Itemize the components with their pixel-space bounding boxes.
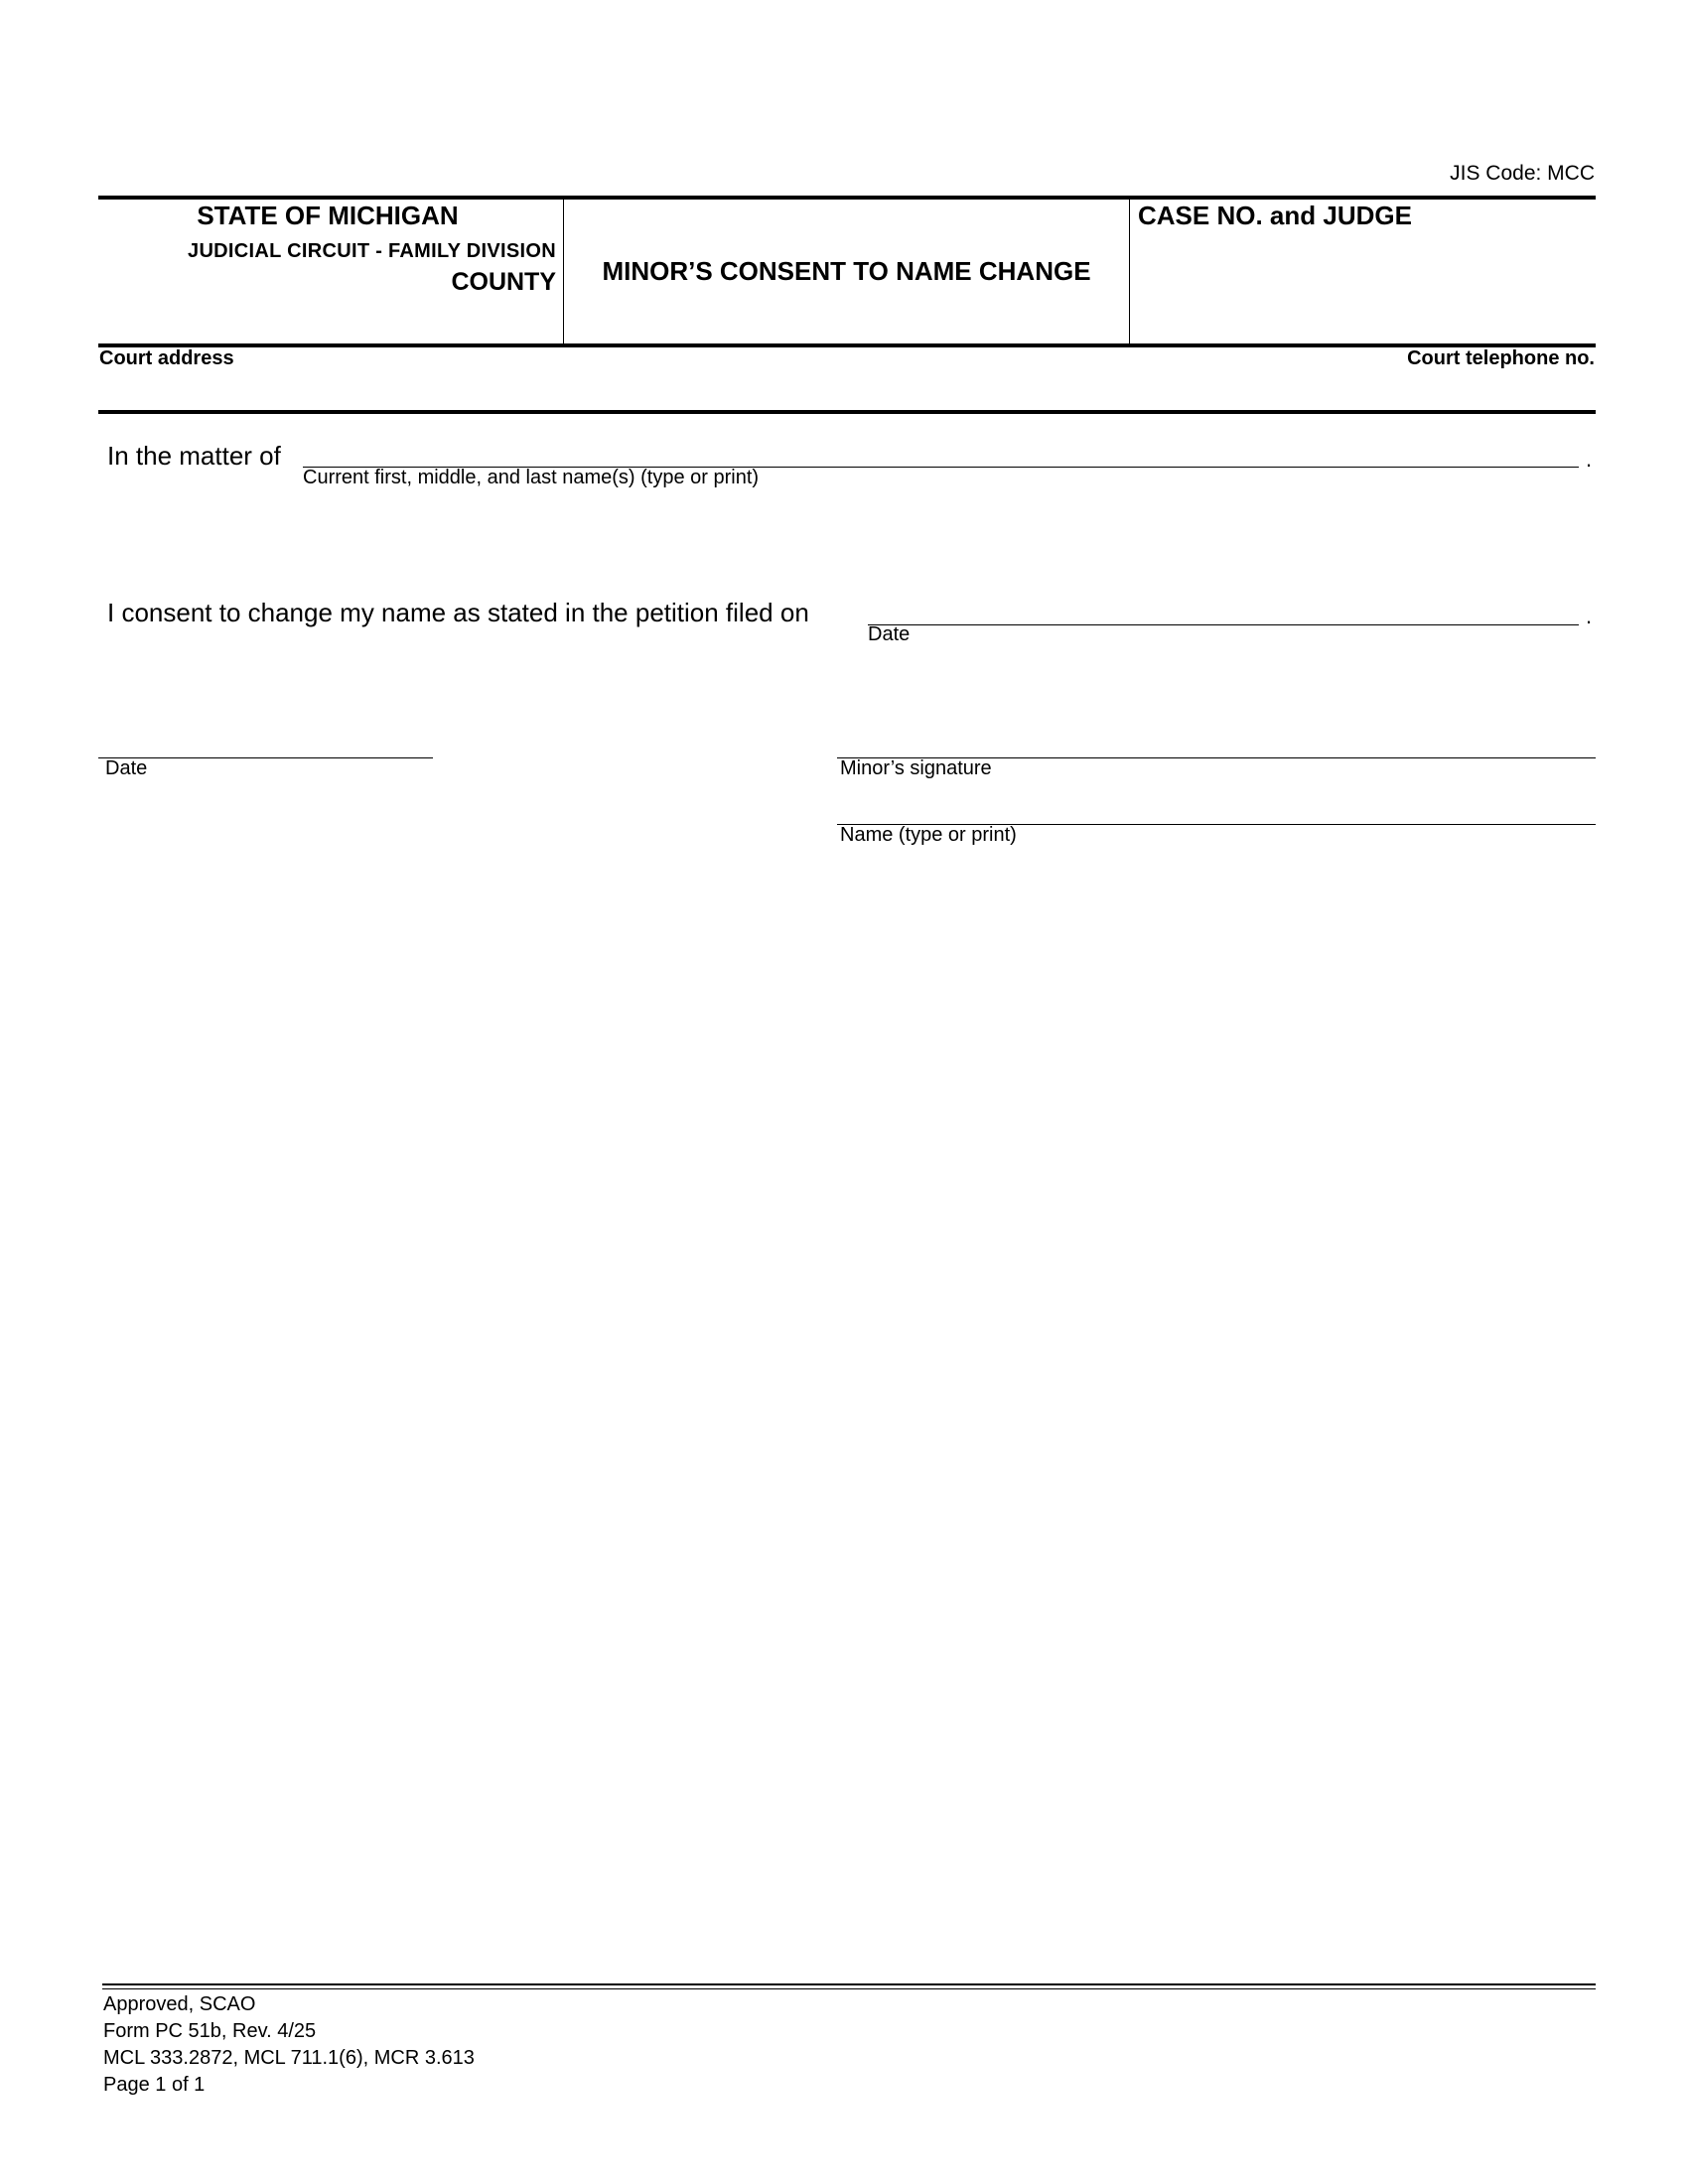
circuit-label: JUDICIAL CIRCUIT - FAMILY DIVISION xyxy=(188,240,556,262)
petition-date-field[interactable] xyxy=(868,624,1579,625)
form-title: MINOR’S CONSENT TO NAME CHANGE xyxy=(602,256,1091,286)
consent-period: . xyxy=(1586,604,1593,628)
header-bottom-rule xyxy=(98,343,1596,347)
footer-form-number: Form PC 51b, Rev. 4/25 xyxy=(103,2020,317,2042)
matter-caption: Current first, middle, and last name(s) (type or print) xyxy=(303,467,760,488)
header-divider-right xyxy=(1129,200,1130,343)
minor-signature-caption: Minor’s signature xyxy=(840,757,992,779)
matter-period: . xyxy=(1586,447,1593,472)
signature-date-caption: Date xyxy=(105,757,148,779)
footer-rule-thin xyxy=(102,1988,1596,1989)
footer-rule-thick xyxy=(102,1983,1596,1985)
printed-name-caption: Name (type or print) xyxy=(840,824,1017,846)
matter-label: In the matter of xyxy=(107,441,281,471)
footer-page-number: Page 1 of 1 xyxy=(103,2074,206,2096)
footer-statutes: MCL 333.2872, MCL 711.1(6), MCR 3.613 xyxy=(103,2047,475,2069)
footer-approved: Approved, SCAO xyxy=(103,1993,256,2015)
court-address-label: Court address xyxy=(99,347,234,369)
county-label: COUNTY xyxy=(451,268,556,296)
signature-date-field[interactable] xyxy=(98,757,433,758)
jis-code: JIS Code: MCC xyxy=(1450,162,1595,185)
state-heading: STATE OF MICHIGAN xyxy=(197,201,459,230)
case-number-label: CASE NO. and JUDGE xyxy=(1138,201,1412,230)
court-telephone-label: Court telephone no. xyxy=(1407,347,1595,369)
petition-date-caption: Date xyxy=(868,623,911,645)
header-top-rule xyxy=(98,196,1596,200)
form-footer xyxy=(103,1991,475,2099)
court-info-bottom-rule xyxy=(98,410,1596,414)
consent-statement: I consent to change my name as stated in the petition filed on xyxy=(107,598,809,627)
